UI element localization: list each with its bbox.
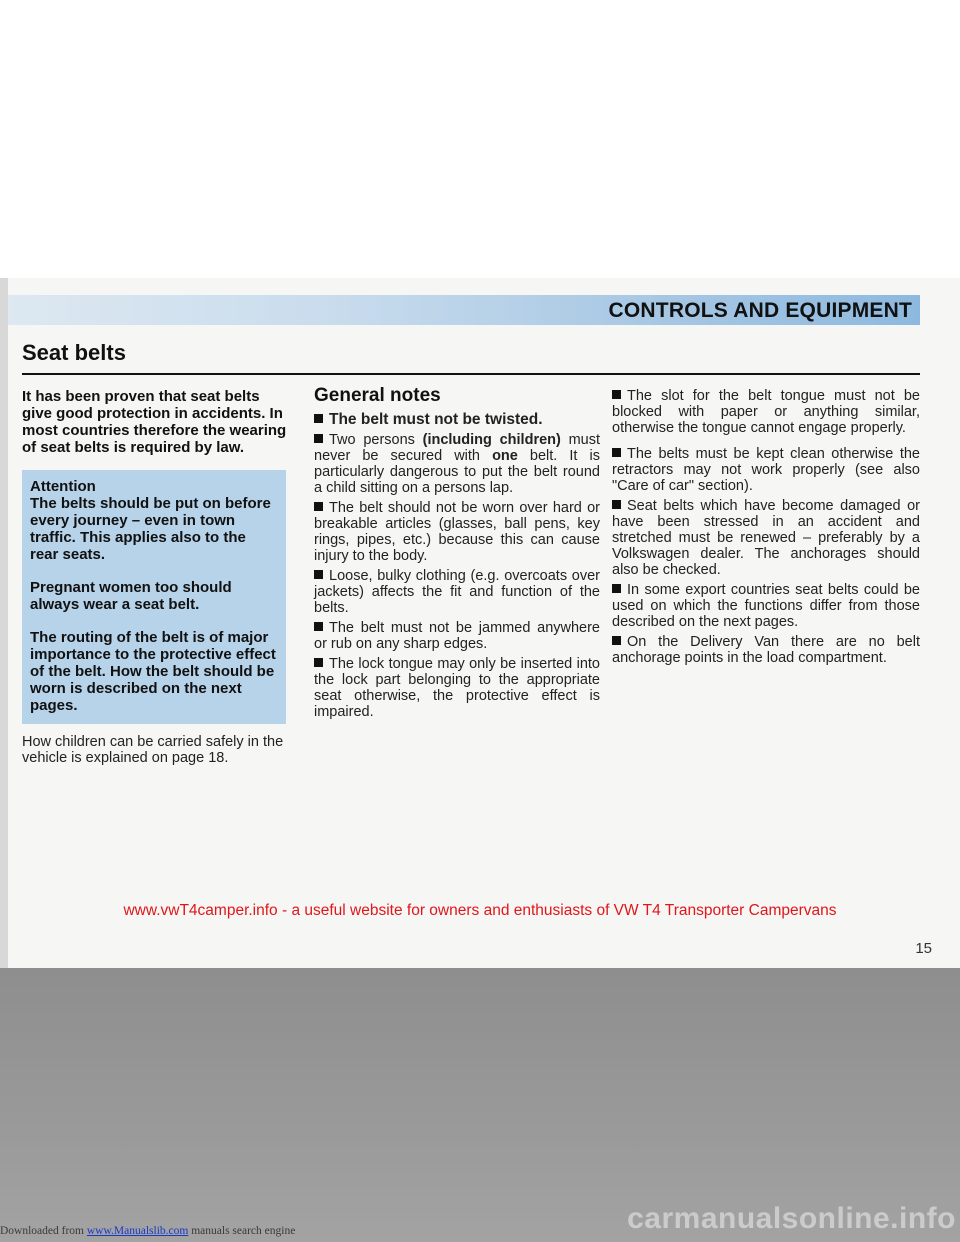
attention-box bbox=[22, 470, 286, 724]
list-item: Loose, bulky clothing (e.g. overcoats over jackets) affects the fit and function of the belts. bbox=[314, 568, 600, 616]
general-notes-heading: General notes bbox=[314, 385, 441, 406]
bullet-icon bbox=[612, 584, 621, 593]
bullet-icon bbox=[314, 434, 323, 443]
list-item: Seat belts which have become damaged or have been stressed in an accident and stretched must be renewed – preferably by a Volkswagen dealer. The anchorages should also be checked. bbox=[612, 498, 920, 578]
bullet-icon bbox=[314, 622, 323, 631]
column-left bbox=[22, 388, 290, 766]
bullet-icon bbox=[612, 500, 621, 509]
manualslib-link[interactable]: www.Manualslib.com bbox=[86, 1225, 189, 1237]
attention-text-1: The belts should be put on before every journey – even in town traffic. This applies also to the rear seats. bbox=[30, 495, 271, 563]
bullet-icon bbox=[314, 414, 323, 423]
bullet-icon bbox=[314, 570, 323, 579]
bullet-icon bbox=[612, 636, 621, 645]
download-note: Downloaded from www.Manualslib.com manuals search engine bbox=[0, 1225, 296, 1237]
footer-website-link[interactable]: www.vwT4camper.info - a useful website for owners and enthusiasts of VW T4 Transporter Campervans bbox=[123, 902, 837, 919]
attention-text-3: The routing of the belt is of major importance to the protective effect of the belt. How the belt should be worn is described on the next pages. bbox=[30, 629, 276, 714]
list-item: The belt must not be twisted. bbox=[314, 412, 600, 428]
children-footnote: How children can be carried safely in the vehicle is explained on page 18. bbox=[22, 734, 284, 766]
list-item: Two persons (including children) must never be secured with one belt. It is particularly dangerous to put the belt round a child sitting on a persons lap. bbox=[314, 432, 600, 496]
page-number: 15 bbox=[915, 940, 932, 957]
bullet-icon bbox=[314, 502, 323, 511]
page-heading: Seat belts bbox=[22, 340, 126, 365]
bullet-icon bbox=[612, 390, 621, 399]
list-item: The lock tongue may only be inserted into the lock part belonging to the appropriate seat otherwise, the protective effect is impaired. bbox=[314, 656, 600, 720]
list-item: In some export countries seat belts could be used on which the functions differ from those described on the next pages. bbox=[612, 582, 920, 630]
page-edge bbox=[0, 278, 8, 968]
heading-rule bbox=[22, 373, 920, 375]
top-blank-area bbox=[0, 0, 960, 278]
intro-paragraph: It has been proven that seat belts give good protection in accidents. In most countries therefore the wearing of seat belts is required by law. bbox=[22, 388, 287, 456]
list-item: The belts must be kept clean otherwise the retractors may not work properly (see also "Care of car" section). bbox=[612, 446, 920, 494]
bullet-icon bbox=[612, 448, 621, 457]
list-item: The slot for the belt tongue must not be blocked with paper or anything similar, otherwise the tongue cannot engage properly. bbox=[612, 388, 920, 436]
bullet-icon bbox=[314, 658, 323, 667]
attention-title: Attention bbox=[30, 478, 96, 495]
list-item: The belt must not be jammed anywhere or rub on any sharp edges. bbox=[314, 620, 600, 652]
attention-text-2: Pregnant women too should always wear a seat belt. bbox=[30, 579, 232, 613]
watermark-text: carmanualsonline.info bbox=[627, 1202, 956, 1235]
column-middle bbox=[314, 385, 600, 724]
list-item: On the Delivery Van there are no belt anchorage points in the load compartment. bbox=[612, 634, 920, 666]
column-right bbox=[612, 388, 920, 670]
bottom-background bbox=[0, 968, 960, 1242]
list-item: The belt should not be worn over hard or breakable articles (glasses, ball pens, key rings, pipes, etc.) because this can cause injury to the body. bbox=[314, 500, 600, 564]
section-title: CONTROLS AND EQUIPMENT bbox=[608, 299, 912, 322]
